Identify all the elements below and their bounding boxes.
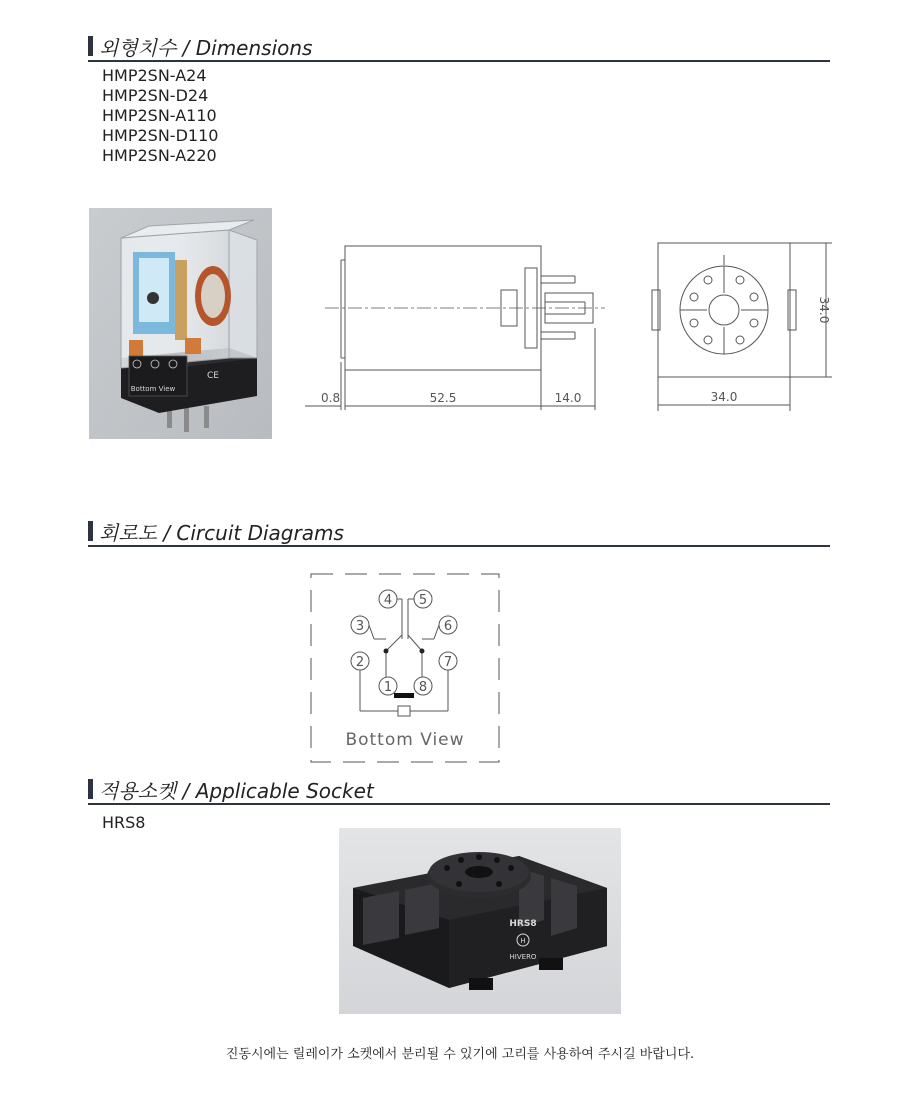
dim-label: 0.8: [321, 391, 341, 405]
ce-mark: CE: [207, 371, 219, 381]
pin-label: 2: [355, 655, 365, 670]
model-name: HMP2SN-D110: [102, 126, 219, 145]
socket-photo: [339, 828, 621, 1014]
section-title: 외형치수 / Dimensions: [99, 36, 313, 60]
side-view-drawing: [305, 238, 615, 418]
footnote: 진동시에는 릴레이가 소켓에서 분리될 수 있기에 고리를 사용하여 주시길 바랍니다.: [225, 1047, 695, 1062]
socket-model: HRS8: [102, 813, 146, 832]
section-marker: [88, 779, 93, 799]
socket-photo-model: HRS8: [509, 919, 537, 929]
model-name: HMP2SN-A220: [102, 146, 217, 165]
dim-label: 34.0: [817, 296, 831, 324]
section-marker: [88, 36, 93, 56]
section-marker: [88, 521, 93, 541]
dim-label: 14.0: [554, 391, 582, 405]
pin-label: 5: [418, 593, 428, 608]
pin-label: 4: [383, 593, 393, 608]
pin-label: 8: [418, 680, 428, 695]
section-header-dimensions: [88, 30, 830, 62]
section-header-socket: [88, 773, 830, 805]
dim-label: 52.5: [429, 391, 457, 405]
pin-label: 3: [355, 619, 365, 634]
circuit-label: Bottom View: [345, 730, 465, 750]
section-header-circuit: [88, 515, 830, 547]
model-list: [102, 66, 218, 166]
dim-label: 34.0: [710, 390, 738, 404]
section-title: 회로도 / Circuit Diagrams: [99, 521, 344, 545]
relay-photo: [89, 208, 272, 439]
socket-photo-brand: HIVERO: [509, 953, 537, 961]
relay-photo-label: Bottom View: [130, 385, 176, 393]
model-name: HMP2SN-D24: [102, 86, 209, 105]
front-view-drawing: [650, 235, 835, 415]
circuit-diagram: [310, 573, 502, 765]
socket-photo-logo: H: [520, 937, 526, 945]
section-title: 적용소켓 / Applicable Socket: [99, 779, 374, 803]
model-name: HMP2SN-A110: [102, 106, 217, 125]
model-name: HMP2SN-A24: [102, 66, 207, 85]
pin-label: 6: [443, 619, 453, 634]
pin-label: 7: [443, 655, 453, 670]
pin-label: 1: [383, 680, 393, 695]
